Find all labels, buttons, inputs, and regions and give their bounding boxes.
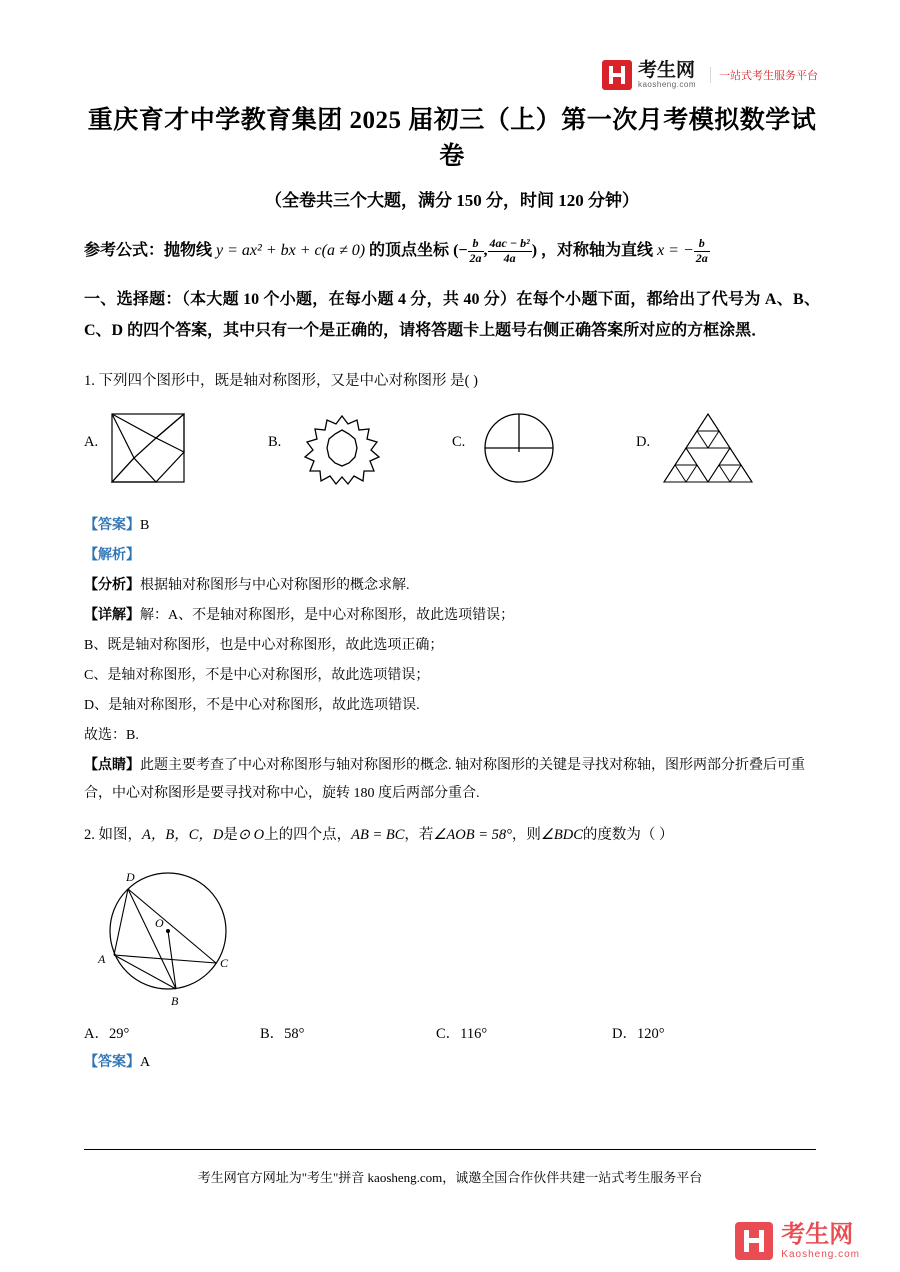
logo-text (638, 61, 696, 89)
vertex-x-num: b (468, 237, 484, 252)
gear-star-figure-icon (287, 408, 397, 488)
axis-x-label: x = − (657, 242, 694, 259)
q2-stem-part-3: 上的四个点， (264, 826, 352, 843)
question-1-option-d[interactable] (636, 408, 820, 488)
axis-of-symmetry (657, 236, 710, 265)
q2-stem-part-2: 是 (223, 826, 238, 843)
question-1-figures (84, 408, 820, 498)
q2-option-b[interactable]: B．58° (260, 1026, 305, 1043)
tangram-square-figure-icon (104, 408, 200, 488)
circle-with-cross-figure-icon (471, 408, 571, 488)
formula-body: y = ax² + bx + c(a ≠ 0) (216, 242, 366, 259)
vertex-y-num: 4ac − b² (489, 236, 530, 251)
option-c-label: C. (452, 433, 466, 450)
question-1-option-a[interactable] (84, 408, 268, 488)
page-subtitle: （全卷共三个大题，满分 150 分，时间 120 分钟） (265, 191, 639, 210)
option-d-label: D. (636, 433, 651, 450)
watermark (735, 1222, 860, 1260)
watermark-text (781, 1222, 860, 1259)
q2-option-d[interactable]: D．120° (612, 1026, 665, 1043)
question-1-analysis-label (84, 542, 820, 570)
question-1-xiangjie (84, 602, 820, 630)
logo-title: 考生网 (637, 59, 695, 81)
xiangjie-line-1: 解：A、不是轴对称图形，是中心对称图形，故此选项错误； (140, 607, 515, 623)
q2-equation-1: AB = BC (351, 826, 405, 843)
question-2-stem (84, 822, 820, 850)
fenxi-text: 根据轴对称图形与中心对称图形的概念求解. (140, 577, 410, 593)
question-2-figure (92, 859, 820, 1012)
question-1-option-b[interactable] (268, 408, 452, 488)
q2-equation-3: ∠BDC (540, 826, 583, 843)
vertex-y-den: 4a (503, 250, 516, 265)
q2-option-c[interactable]: C．116° (436, 1026, 488, 1043)
question-1-fenxi (84, 572, 820, 600)
question-1-line-4: D、是轴对称图形，不是中心对称图形，故此选项错误. (84, 697, 420, 713)
circle-geometry-figure-icon (92, 859, 282, 1007)
axis-den: 2a (695, 250, 708, 265)
q2-circle-symbol: ⊙ O (237, 826, 265, 843)
formula-tail: ，对称轴为直线 (541, 242, 654, 259)
question-2-answer (84, 1049, 820, 1077)
sierpinski-triangle-figure-icon (656, 408, 766, 488)
logo-mark-icon (602, 60, 632, 90)
question-1-answer (84, 512, 820, 540)
dianjing-label: 【点睛】 (84, 757, 140, 773)
watermark-mark-icon (735, 1222, 773, 1260)
q2-answer-value: A (140, 1055, 151, 1071)
q2-option-a[interactable]: A．29° (84, 1026, 130, 1043)
question-1-line-5: 故选：B. (84, 727, 139, 743)
label-B: B (171, 994, 179, 1008)
q2-stem-part-5: ，则 (511, 826, 541, 843)
dianjing-text: 此题主要考查了中心对称图形与轴对称图形的概念. 轴对称图形的关键是寻找对称轴，图形两部分折叠后可重合，中心对称图形是要寻找对称中心，旋转 180 度后两部分重合. (84, 757, 805, 801)
option-a-label: A. (84, 433, 99, 450)
vertex-x-den: 2a (469, 250, 482, 265)
logo-tagline: 一站式考生服务平台 (710, 67, 818, 83)
label-O: O (155, 916, 164, 931)
page-footer: 考生网官方网址为"考生"拼音 kaosheng.com，诚邀全国合作伙伴共建一站式考生服务平台 (197, 1170, 703, 1185)
formula-mid: 的顶点坐标 (369, 242, 450, 259)
logo-subtitle: kaosheng.com (637, 79, 696, 89)
question-1-stem: 1. 下列四个图形中，既是轴对称图形，又是中心对称图形 是( ) (84, 373, 478, 389)
label-D: D (126, 870, 135, 885)
label-A: A (98, 952, 106, 967)
option-b-label: B. (268, 433, 282, 450)
question-1-option-c[interactable] (452, 408, 636, 488)
question-1-line-2: B、既是轴对称图形，也是中心对称图形，故此选项正确； (84, 637, 444, 653)
watermark-title: 考生网 (781, 1221, 854, 1249)
question-1-dianjing (84, 752, 820, 808)
answer-label: 【答案】 (84, 517, 140, 533)
formula-prefix: 参考公式：抛物线 (84, 242, 213, 259)
document-content (84, 100, 820, 1079)
watermark-subtitle: Kaosheng.com (781, 1248, 860, 1260)
label-C: C (220, 956, 229, 971)
q2-points: A，B，C，D (142, 826, 224, 843)
axis-num: b (694, 237, 710, 252)
q2-stem-part-6: 的度数为（ ） (582, 826, 674, 843)
reference-formula (84, 237, 820, 266)
footer-divider (84, 1149, 816, 1150)
vertex-coordinates: (− $\frac{b}{2a}$ , $\frac{\text{4ac − b²}}{4a}$ ) (453, 236, 538, 265)
fenxi-label: 【分析】 (84, 577, 140, 593)
q2-equation-2: ∠AOB = 58° (433, 826, 512, 843)
question-1-line-3: C、是轴对称图形，不是中心对称图形，故此选项错误； (84, 667, 430, 683)
q2-stem-part-4: ，若 (404, 826, 434, 843)
site-logo (602, 60, 818, 90)
section-1-instructions: 一、选择题：（本大题 10 个小题，在每小题 4 分，共 40 分）在每个小题下面，都给出了代号为 A、B、C、D 的四个答案，其中只有一个是正确的，请将答题卡上题号右侧正确答案所对应的方框涂黑． (84, 290, 820, 339)
q2-answer-label: 【答案】 (84, 1055, 140, 1071)
page-title: 重庆育才中学教育集团 2025 届初三（上）第一次月考模拟数学试卷 (87, 107, 817, 170)
question-2-options (84, 1022, 820, 1043)
answer-value: B (140, 517, 150, 533)
analysis-label: 【解析】 (84, 547, 140, 563)
xiangjie-label: 【详解】 (84, 607, 140, 623)
q2-stem-part-1: 2. 如图， (84, 826, 142, 843)
